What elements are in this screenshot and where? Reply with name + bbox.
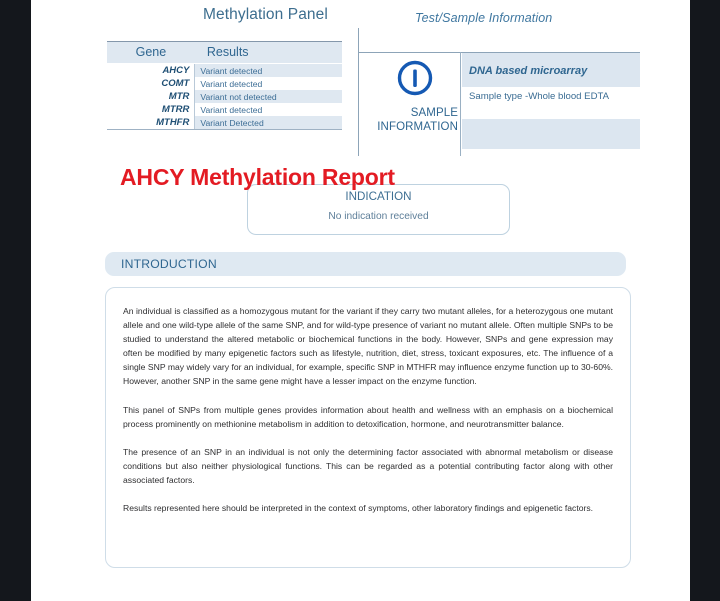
introduction-paragraph: This panel of SNPs from multiple genes provides information about health and wellness with an emphasis on a biochemical process prominently on methionine metabolism in addition to detoxification, hormone, and neurotransmitter balance. — [123, 404, 613, 429]
sample-information-block — [358, 28, 640, 156]
table-row — [107, 77, 342, 90]
table-row — [107, 90, 342, 103]
block-left-border — [358, 28, 359, 156]
methylation-panel-heading: Methylation Panel — [203, 6, 328, 23]
page-title: AHCY Methylation Report — [120, 164, 395, 190]
column-header-results: Results — [195, 42, 342, 64]
table-row — [107, 103, 342, 116]
gene-result: Variant Detected — [195, 116, 342, 130]
introduction-paragraph: Results represented here should be interpreted in the context of symptoms, other laboratory findings and epigenetic factors. — [123, 503, 594, 514]
gene-result: Variant detected — [195, 77, 342, 90]
sample-information-label — [362, 106, 458, 134]
introduction-body — [105, 287, 631, 568]
info-circle-icon — [397, 60, 433, 96]
sample-label-line-1: SAMPLE — [410, 107, 458, 119]
indication-title: INDICATION — [345, 190, 412, 203]
report-page — [31, 0, 690, 601]
introduction-paragraph: The presence of an SNP in an individual is not only the determining factor associated with abnormal metabolism or disease conditions but also neither physiological functions. This can be regarded as a potential contributing factor along with other associated factors. — [123, 446, 613, 485]
sample-type-value: Sample type -Whole blood EDTA — [469, 91, 610, 102]
column-header-gene: Gene — [107, 42, 195, 64]
table-header-row — [107, 42, 342, 64]
indication-box — [247, 184, 510, 235]
gene-name: MTHFR — [107, 116, 195, 130]
methylation-panel-table — [107, 41, 342, 130]
indication-text: No indication received — [328, 211, 429, 222]
sample-information-rows — [462, 53, 640, 149]
introduction-paragraph: An individual is classified as a homozygous mutant for the variant if they carry two mutant alleles, for a heterozygous one mutant allele and one wild-type allele of the same SNP, and for wild-type presence of variant no mutant allele. Often multiple SNPs to be studied to understand the altered metabolic or biochemical functions in the body. However, SNPs and gene expression may often be modified by many epigenetic factors such as lifestyle, nutrition, diet, stress, toxicant exposures, etc. The influence of a single SNP may widely vary for an individual, for example, specific SNP in MTHFR may influence enzyme function up to 30-60%. However, another SNP in the same gene might have a lesser impact on the enzyme function. — [123, 306, 613, 387]
introduction-heading-label: INTRODUCTION — [121, 257, 217, 271]
sample-row-empty — [462, 119, 640, 149]
table-row — [107, 116, 342, 130]
test-sample-information-heading: Test/Sample Information — [415, 11, 553, 25]
introduction-section-header — [105, 252, 626, 276]
gene-result: Variant detected — [195, 64, 342, 78]
gene-result: Variant detected — [195, 103, 342, 116]
sample-method-value: DNA based microarray — [462, 53, 640, 87]
gene-name: MTR — [168, 91, 190, 102]
gene-result: Variant not detected — [195, 90, 342, 103]
gene-name: MTRR — [161, 104, 190, 115]
gene-name: AHCY — [107, 64, 195, 78]
sample-label-line-2: INFORMATION — [377, 121, 458, 133]
gene-name: COMT — [161, 78, 190, 89]
table-row — [107, 64, 342, 78]
